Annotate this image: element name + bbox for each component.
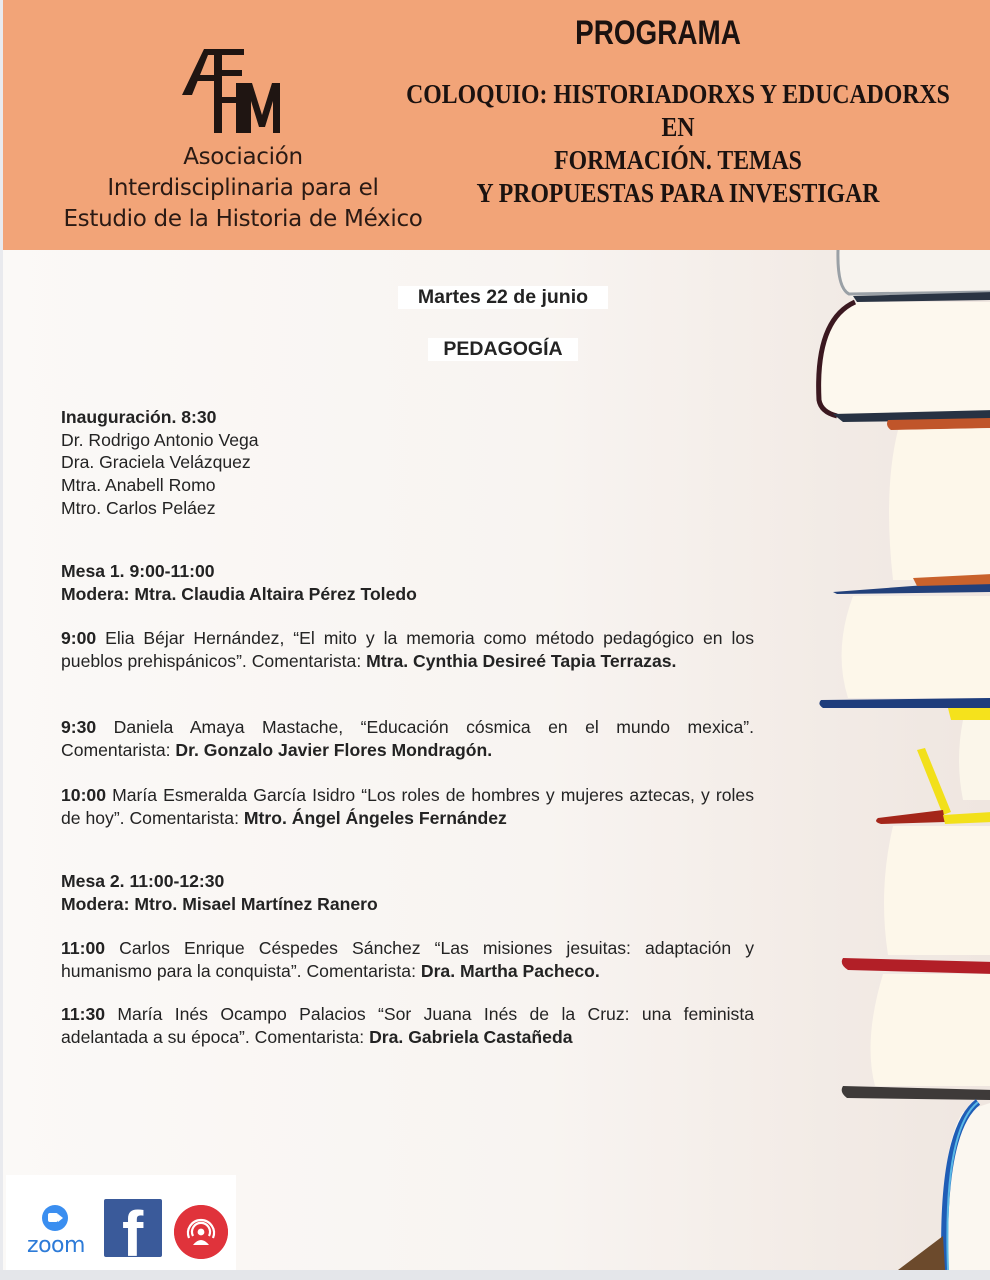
talk-description: María Esmeralda García Isidro “Los roles de hombres y mujeres aztecas, y roles de hoy”. Comentarista: — [61, 785, 754, 828]
zoom-camera-body — [48, 1213, 58, 1222]
title-line: COLOQUIO: HISTORIADORXS Y EDUCADORXS EN — [406, 79, 950, 142]
talk-time: 10:00 — [61, 785, 106, 805]
inauguration-participant: Dra. Graciela Velázquez — [61, 452, 251, 473]
talk-description: María Inés Ocampo Palacios “Sor Juana Inés de la Cruz: una feminista adelantada a su época”. Comentarista: — [61, 1004, 754, 1047]
colloquium-title — [401, 78, 955, 210]
platform-icons — [6, 1175, 236, 1270]
table-1-header — [61, 560, 754, 605]
talk-item — [61, 627, 754, 672]
zoom-camera-lens — [58, 1214, 63, 1222]
header-banner — [3, 0, 990, 250]
zoom-icon — [20, 1205, 92, 1265]
title-line: Y PROPUESTAS PARA INVESTIGAR — [476, 178, 880, 208]
table-heading: Mesa 2. 11:00-12:30 — [61, 871, 225, 891]
zoom-wordmark: zoom — [27, 1233, 85, 1258]
talk-commentator: Dra. Martha Pacheco. — [420, 960, 600, 981]
title-line: FORMACIÓN. TEMAS — [554, 145, 802, 175]
org-name-line: Estudio de la Historia de México — [63, 206, 423, 232]
talk-time: 9:30 — [61, 717, 97, 737]
facebook-icon — [104, 1199, 162, 1257]
talk-item — [61, 784, 754, 829]
talk-item — [61, 937, 754, 982]
program-flyer — [3, 0, 990, 1270]
inauguration-participant: Mtra. Anabell Romo — [61, 475, 216, 496]
table-moderator: Modera: Mtro. Misael Martínez Ranero — [61, 893, 378, 914]
aehm-logo-icon — [178, 45, 283, 135]
table-heading: Mesa 1. 9:00-11:00 — [61, 561, 215, 581]
org-name-line: Asociación — [183, 144, 303, 170]
inauguration-participant: Dr. Rodrigo Antonio Vega — [61, 429, 259, 450]
talk-description: Daniela Amaya Mastache, “Educación cósmica en el mundo mexica”. Comentarista: — [61, 717, 754, 760]
inauguration-block — [61, 406, 754, 520]
talk-time: 9:00 — [61, 628, 97, 648]
talk-commentator: Mtro. Ángel Ángeles Fernández — [243, 807, 507, 828]
section-theme: PEDAGOGÍA — [428, 338, 578, 361]
program-kicker: PROGRAMA — [575, 14, 741, 52]
talk-commentator: Mtra. Cynthia Desireé Tapia Terrazas. — [366, 650, 677, 671]
talk-commentator: Dra. Gabriela Castañeda — [369, 1026, 573, 1047]
live-stream-icon — [174, 1205, 228, 1259]
table-moderator: Modera: Mtra. Claudia Altaira Pérez Toledo — [61, 583, 417, 604]
table-2-header — [61, 870, 754, 915]
inauguration-heading: Inauguración. 8:30 — [61, 407, 217, 427]
organization-name — [43, 142, 443, 235]
inauguration-participant: Mtro. Carlos Peláez — [61, 497, 216, 518]
facebook-glyph: f — [122, 1199, 144, 1257]
bottom-edge — [0, 1270, 990, 1280]
program-content — [3, 250, 990, 1270]
talk-description: Carlos Enrique Céspedes Sánchez “Las misiones jesuitas: adaptación y humanismo para la conquista”. Comentarista: — [61, 938, 754, 981]
talk-commentator: Dr. Gonzalo Javier Flores Mondragón. — [175, 739, 493, 760]
talk-time: 11:00 — [61, 938, 106, 958]
org-name-line: Interdisciplinaria para el — [107, 175, 379, 201]
talk-item — [61, 716, 754, 761]
talk-time: 11:30 — [61, 1004, 106, 1024]
talk-item — [61, 1003, 754, 1048]
event-date: Martes 22 de junio — [398, 286, 608, 309]
talk-description: Elia Béjar Hernández, “El mito y la memoria como método pedagógico en los pueblos prehispánicos”. Comentarista: — [61, 628, 754, 671]
